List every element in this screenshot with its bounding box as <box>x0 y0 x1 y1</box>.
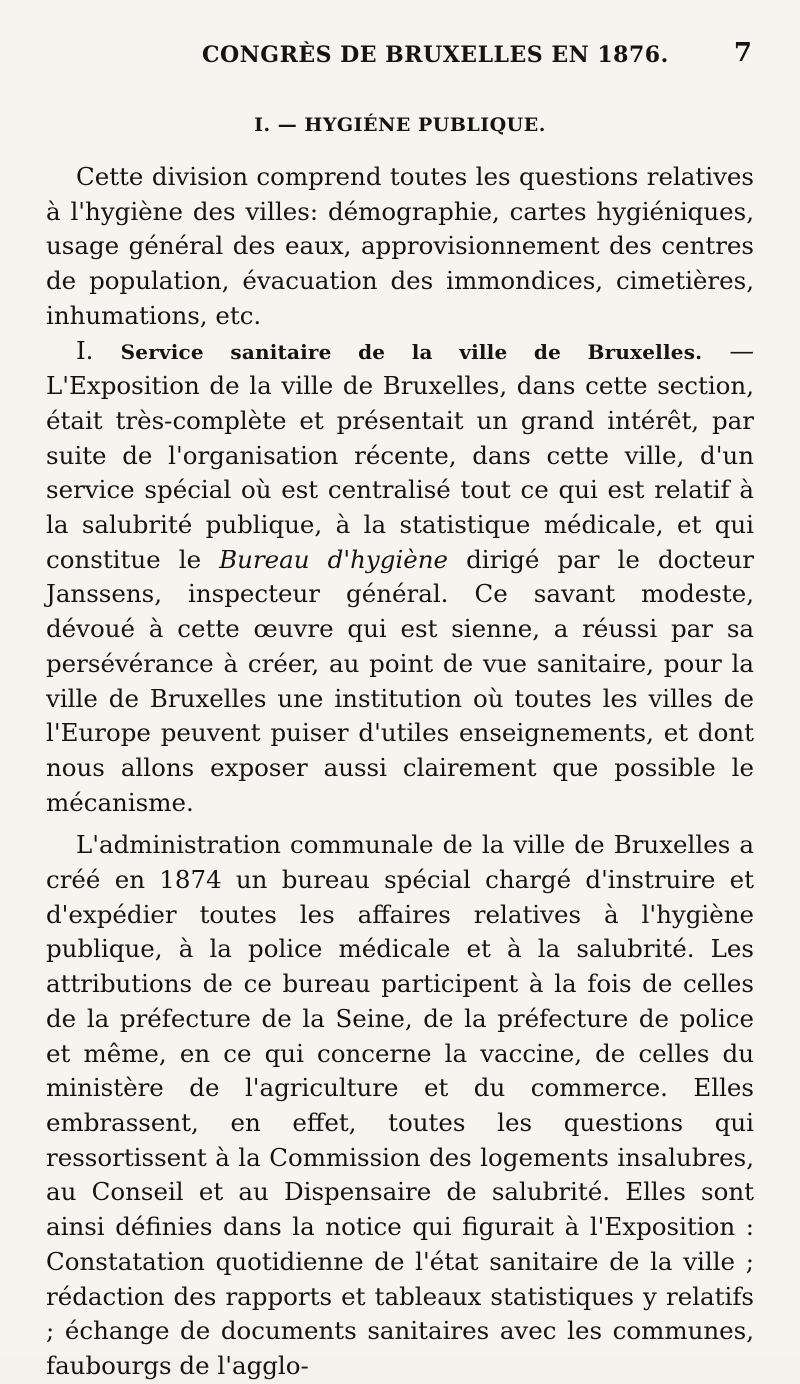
paragraph-2-text-a: — L'Exposition de la ville de Bruxelles, dans cette section, était très-complète et présentait un grand intérêt, par suite de l'organisation récente, dans cette ville, d'un service spécial où est centralisé tout ce qui est relatif à la salubrité publique, à la statistique médicale, et qui constitue le <box>46 335 754 574</box>
paragraph-2-italic: Bureau d'hygiène <box>219 544 448 574</box>
paragraph-3-text: L'administration communale de la ville de Bruxelles a créé en 1874 un bureau spécial chargé d'instruire et d'expédier toutes les affaires relatives à l'hygiène publique, à la police médicale et à la salubrité. Les attributions de ce bureau participent à la fois de celles de la préfecture de la Seine, de la préfecture de police et même, en ce qui concerne la vaccine, de celles du ministère de l'agriculture et du commerce. Elles embrassent, en effet, toutes les questions qui ressortissent à la Commission des logements insalubres, au Conseil et au Dispensaire de salubrité. Elles sont ainsi définies dans la notice qui figurait à l'Exposition : Constatation quotidienne de l'état sanitaire de la ville ; rédaction des rapports et tableaux statistiques y relatifs ; échange de documents sanitaires avec les communes, faubourgs de l'agglo- <box>46 830 754 1380</box>
paragraph-2 <box>46 334 754 821</box>
page-number: 7 <box>733 38 752 68</box>
page-header <box>74 38 754 78</box>
running-head: CONGRÈS DE BRUXELLES EN 1876. <box>202 42 669 68</box>
paragraph-3 <box>46 828 754 1383</box>
paragraph-2-text-b: dirigé par le docteur Janssens, inspecteur général. Ce savant modeste, dévoué à cette œuvre qui est sienne, a réussi par sa persévérance à créer, au point de vue sanitaire, pour la ville de Bruxelles une institution où toutes les villes de l'Europe peuvent puiser d'utiles enseignements, et dont nous allons exposer aussi clairement que possible le mécanisme. <box>46 544 754 817</box>
paragraph-1 <box>46 160 754 334</box>
body-text <box>46 160 754 1384</box>
section-heading: I. — HYGIÉNE PUBLIQUE. <box>254 114 546 136</box>
subsection-number: I. <box>76 335 94 365</box>
subsection-title: Service sanitaire de la ville de Bruxelles. <box>120 339 703 364</box>
paragraph-1-text: Cette division comprend toutes les questions relatives à l'hygiène des villes: démographie, cartes hygiéniques, usage général des eaux, approvisionnement des centres de population, évacuation des immondices, cimetières, inhumations, etc. <box>46 162 754 330</box>
